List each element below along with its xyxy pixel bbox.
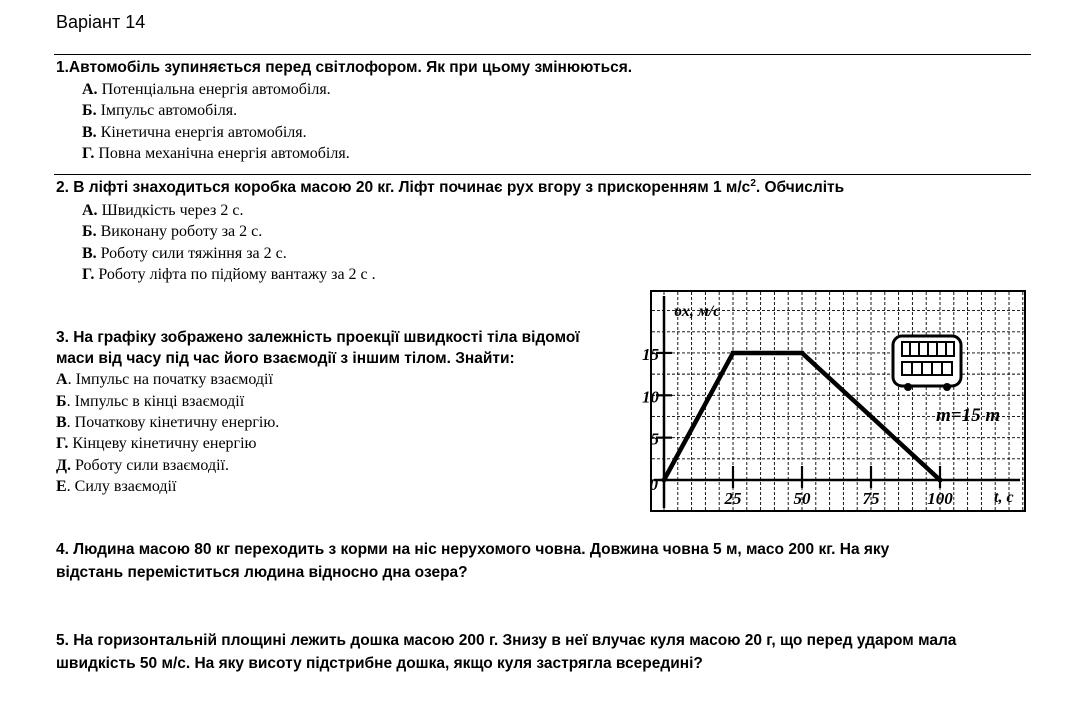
origin-label: 0	[649, 475, 658, 494]
data-point	[731, 350, 736, 355]
question-1-text: 1.Автомобіль зупиняється перед світлофором. Як при цьому змінюються.	[56, 59, 633, 76]
y-axis-label: υx, м/с	[674, 303, 721, 320]
y-tick-label: 10	[642, 387, 659, 407]
option-letter: Г.	[82, 145, 95, 162]
q3-option-c	[56, 414, 279, 432]
q2-text-before: 2. В ліфті знаходиться коробка масою 20 кг. Ліфт починає рух вгору з прискоренням 1 м/с	[56, 179, 751, 197]
option-text: Роботу сили тяжіння за 2 с.	[96, 245, 287, 262]
velocity-time-graph	[642, 290, 1026, 512]
bus-icon	[893, 336, 961, 391]
y-tick-label: 5	[650, 429, 659, 449]
option-text: Кінцеву кінетичну енергію	[68, 435, 257, 452]
q1-option-b	[82, 102, 237, 120]
q3-option-a	[56, 371, 273, 389]
option-letter: А	[56, 371, 68, 388]
q2-option-a	[82, 202, 243, 220]
q1-option-d	[82, 145, 350, 163]
y-tick-label: 15	[642, 344, 659, 364]
option-letter: Е	[56, 478, 67, 495]
option-text: Повна механічна енергія автомобіля.	[94, 145, 350, 162]
q2-option-b	[82, 223, 262, 241]
graph-labels	[642, 303, 1014, 508]
question-2-text	[56, 178, 844, 197]
q2-option-c	[82, 245, 287, 263]
option-letter: В	[56, 414, 67, 431]
x-tick-label: 50	[793, 489, 811, 508]
option-letter: Б.	[82, 102, 97, 119]
option-text: . Початкову кінетичну енергію.	[66, 414, 280, 431]
x-tick-label: 100	[927, 489, 953, 508]
option-text: Потенціальна енергія автомобіля.	[97, 81, 331, 98]
q1-option-a	[82, 81, 331, 99]
q2-text-after: . Обчисліть	[755, 179, 845, 197]
data-point	[800, 350, 805, 355]
x-tick-label: 75	[862, 489, 880, 508]
variant-title: Варіант 14	[56, 12, 146, 32]
option-text: . Силу взаємодії	[66, 478, 177, 495]
option-letter: В.	[82, 124, 97, 141]
option-text: . Імпульс на початку взаємодії	[67, 371, 273, 388]
question-3-line-2: маси від часу під час його взаємодії з іншим тілом. Знайти:	[56, 350, 515, 367]
option-text: . Імпульс в кінці взаємодії	[66, 393, 245, 410]
option-letter: Г.	[56, 435, 69, 452]
data-point	[938, 478, 943, 483]
option-letter: Б.	[82, 223, 97, 240]
divider-top	[54, 54, 1031, 55]
question-5-line-1: 5. На горизонтальній площині лежить дошка масою 200 г. Знизу в неї влучає куля масою 20 г, що перед ударом мала	[56, 632, 957, 649]
option-text: Імпульс автомобіля.	[96, 102, 238, 119]
q1-option-c	[82, 124, 307, 142]
q2-exponent: 2	[750, 178, 756, 189]
q3-option-e	[56, 457, 229, 475]
option-text: Виконану роботу за 2 с.	[96, 223, 263, 240]
option-text: Роботу ліфта по підйому вантажу за 2 с .	[94, 266, 376, 283]
option-letter: Г.	[82, 266, 95, 283]
q3-option-d	[56, 435, 257, 453]
option-letter: А.	[82, 202, 98, 219]
q3-option-b	[56, 393, 244, 411]
option-text: Швидкість через 2 с.	[97, 202, 244, 219]
question-3-line-1: 3. На графіку зображено залежність проекції швидкості тіла відомої	[56, 329, 580, 346]
question-4-line-1: 4. Людина масою 80 кг переходить з корми на ніс нерухомого човна. Довжина човна 5 м, масо 200 кг. На яку	[56, 541, 890, 558]
x-axis-label: t, c	[994, 489, 1014, 506]
mass-annotation: m=15 т	[936, 405, 1001, 426]
option-text: Кінетична енергія автомобіля.	[96, 124, 307, 141]
option-letter: Б	[56, 393, 67, 410]
q3-option-f	[56, 478, 176, 496]
question-4-line-2: відстань переміститься людина відносно дна озера?	[56, 564, 468, 581]
x-tick-label: 25	[724, 489, 742, 508]
q2-option-d	[82, 266, 376, 284]
data-point	[662, 478, 667, 483]
option-letter: А.	[82, 81, 98, 98]
option-letter: Д.	[56, 457, 72, 474]
option-letter: В.	[82, 245, 97, 262]
option-text: Роботу сили взаємодії.	[71, 457, 229, 474]
question-5-line-2: швидкість 50 м/с. На яку висоту підстрибне дошка, якщо куля застрягла всередині?	[56, 655, 703, 672]
divider-middle	[54, 174, 1031, 175]
